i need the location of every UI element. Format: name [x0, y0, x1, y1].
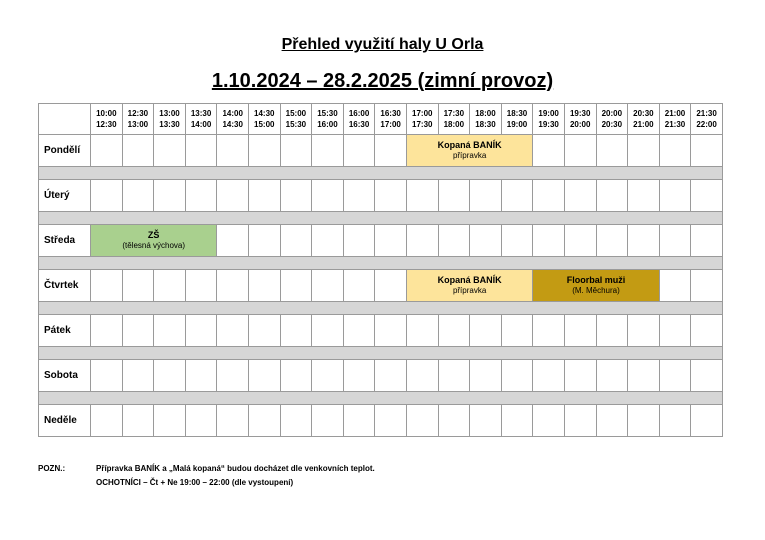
event-block [533, 270, 659, 302]
empty-slot [691, 180, 723, 212]
empty-slot [122, 135, 154, 167]
empty-slot [533, 225, 565, 257]
empty-slot [596, 225, 628, 257]
time-header [343, 104, 375, 135]
time-start: 21:30 [696, 109, 717, 118]
empty-slot [122, 315, 154, 347]
empty-slot [343, 180, 375, 212]
empty-slot [596, 135, 628, 167]
notes-line-1: Přípravka BANÍK a „Malá kopaná“ budou docházet dle venkovních teplot. [96, 464, 375, 473]
empty-slot [343, 360, 375, 392]
notes-text [96, 462, 496, 490]
time-start: 12:30 [127, 109, 149, 118]
event-subtitle: přípravka [452, 286, 487, 295]
event-subtitle: přípravka [452, 151, 487, 160]
empty-slot [596, 180, 628, 212]
empty-slot [248, 225, 280, 257]
empty-slot [406, 315, 438, 347]
empty-slot [375, 270, 407, 302]
schedule-table [38, 103, 723, 437]
empty-slot [343, 225, 375, 257]
time-start: 13:00 [159, 109, 180, 118]
notes-label: POZN.: [38, 464, 66, 473]
time-header [91, 104, 123, 135]
empty-slot [501, 360, 533, 392]
empty-slot [564, 180, 596, 212]
empty-slot [691, 225, 723, 257]
empty-slot [343, 135, 375, 167]
empty-slot [185, 360, 217, 392]
empty-slot [91, 315, 123, 347]
time-end: 17:30 [412, 120, 433, 129]
empty-slot [628, 225, 660, 257]
empty-slot [280, 225, 312, 257]
time-end: 13:00 [127, 120, 149, 129]
empty-slot [406, 360, 438, 392]
empty-slot [533, 405, 565, 437]
empty-slot [91, 180, 123, 212]
event-block [91, 225, 217, 257]
day-row [39, 405, 723, 437]
time-header [185, 104, 217, 135]
empty-slot [406, 180, 438, 212]
time-header [691, 104, 723, 135]
empty-slot [154, 135, 186, 167]
empty-slot [564, 135, 596, 167]
day-row [39, 225, 723, 257]
empty-slot [691, 135, 723, 167]
empty-slot [375, 360, 407, 392]
empty-slot [564, 360, 596, 392]
time-start: 18:30 [506, 109, 528, 118]
day-label: Sobota [39, 360, 91, 392]
empty-slot [154, 270, 186, 302]
day-row [39, 180, 723, 212]
time-start: 17:00 [412, 109, 433, 118]
event-title: ZŠ [147, 230, 160, 240]
empty-slot [185, 135, 217, 167]
corner-cell [39, 104, 91, 135]
time-header [438, 104, 470, 135]
empty-slot [122, 405, 154, 437]
empty-slot [659, 360, 691, 392]
empty-slot [596, 405, 628, 437]
time-start: 16:30 [380, 109, 401, 118]
page-title: Přehled využití haly U Orla [281, 36, 484, 53]
empty-slot [438, 315, 470, 347]
day-row [39, 135, 723, 167]
time-start: 10:00 [96, 109, 117, 118]
empty-slot [217, 270, 249, 302]
empty-slot [248, 270, 280, 302]
empty-slot [91, 135, 123, 167]
empty-slot [628, 315, 660, 347]
empty-slot [312, 180, 344, 212]
time-start: 18:00 [475, 109, 496, 118]
time-end: 15:00 [254, 120, 275, 129]
time-end: 12:30 [96, 120, 117, 129]
empty-slot [470, 360, 502, 392]
empty-slot [185, 405, 217, 437]
empty-slot [312, 405, 344, 437]
empty-slot [122, 270, 154, 302]
time-header [154, 104, 186, 135]
empty-slot [91, 360, 123, 392]
time-end: 18:30 [475, 120, 496, 129]
empty-slot [501, 180, 533, 212]
day-label: Neděle [39, 405, 91, 437]
empty-slot [564, 225, 596, 257]
time-end: 17:00 [380, 120, 401, 129]
empty-slot [154, 180, 186, 212]
empty-slot [375, 135, 407, 167]
empty-slot [659, 405, 691, 437]
event-title: Kopaná BANÍK [437, 140, 502, 150]
time-header [628, 104, 660, 135]
time-end: 19:00 [506, 120, 528, 129]
empty-slot [533, 180, 565, 212]
day-label: Čtvrtek [39, 270, 91, 302]
time-end: 21:00 [633, 120, 654, 129]
event-block [406, 135, 532, 167]
time-header [659, 104, 691, 135]
time-start: 19:30 [569, 109, 591, 118]
empty-slot [628, 405, 660, 437]
empty-slot [154, 315, 186, 347]
empty-slot [691, 360, 723, 392]
empty-slot [659, 270, 691, 302]
day-label: Úterý [39, 180, 91, 212]
empty-slot [343, 315, 375, 347]
empty-slot [217, 405, 249, 437]
empty-slot [375, 315, 407, 347]
empty-slot [659, 225, 691, 257]
event-title: Floorbal muži [566, 275, 626, 285]
time-header [406, 104, 438, 135]
day-label: Středa [39, 225, 91, 257]
time-end: 15:30 [285, 120, 307, 129]
empty-slot [628, 135, 660, 167]
empty-slot [375, 180, 407, 212]
empty-slot [691, 405, 723, 437]
time-header [217, 104, 249, 135]
empty-slot [185, 180, 217, 212]
empty-slot [217, 135, 249, 167]
empty-slot [501, 225, 533, 257]
empty-slot [248, 405, 280, 437]
empty-slot [217, 180, 249, 212]
empty-slot [533, 360, 565, 392]
empty-slot [91, 270, 123, 302]
time-start: 20:30 [633, 109, 654, 118]
empty-slot [596, 315, 628, 347]
time-header [596, 104, 628, 135]
empty-slot [343, 405, 375, 437]
day-row [39, 315, 723, 347]
time-start: 21:00 [664, 109, 686, 118]
empty-slot [470, 405, 502, 437]
empty-slot [280, 135, 312, 167]
day-label: Pátek [39, 315, 91, 347]
empty-slot [154, 405, 186, 437]
empty-slot [691, 315, 723, 347]
empty-slot [691, 270, 723, 302]
empty-slot [501, 405, 533, 437]
day-label: Pondělí [39, 135, 91, 167]
day-row [39, 360, 723, 392]
empty-slot [312, 315, 344, 347]
time-header [564, 104, 596, 135]
empty-slot [406, 225, 438, 257]
time-start: 14:00 [222, 109, 243, 118]
time-header [122, 104, 154, 135]
time-header [312, 104, 344, 135]
time-start: 16:00 [348, 109, 370, 118]
empty-slot [533, 135, 565, 167]
empty-slot [154, 360, 186, 392]
time-end: 14:00 [190, 120, 212, 129]
empty-slot [185, 270, 217, 302]
empty-slot [312, 135, 344, 167]
empty-slot [312, 225, 344, 257]
empty-slot [248, 360, 280, 392]
row-separator [39, 167, 723, 180]
empty-slot [564, 405, 596, 437]
empty-slot [280, 180, 312, 212]
empty-slot [91, 405, 123, 437]
empty-slot [470, 315, 502, 347]
empty-slot [628, 180, 660, 212]
row-separator [39, 392, 723, 405]
empty-slot [628, 360, 660, 392]
row-separator [39, 302, 723, 315]
time-start: 13:30 [190, 109, 212, 118]
empty-slot [248, 135, 280, 167]
time-start: 14:30 [254, 109, 275, 118]
empty-slot [533, 315, 565, 347]
empty-slot [375, 225, 407, 257]
time-start: 15:30 [317, 109, 338, 118]
event-subtitle: (tělesná výchova) [122, 241, 186, 250]
time-end: 20:00 [569, 120, 591, 129]
empty-slot [280, 315, 312, 347]
empty-slot [343, 270, 375, 302]
event-title: Kopaná BANÍK [437, 275, 502, 285]
empty-slot [248, 315, 280, 347]
empty-slot [248, 180, 280, 212]
time-end: 18:00 [443, 120, 465, 129]
time-header [470, 104, 502, 135]
time-end: 13:30 [159, 120, 180, 129]
row-separator [39, 212, 723, 225]
time-end: 22:00 [696, 120, 717, 129]
day-row [39, 270, 723, 302]
time-header [501, 104, 533, 135]
empty-slot [659, 180, 691, 212]
page-subtitle: 1.10.2024 – 28.2.2025 (zimní provoz) [211, 70, 554, 92]
empty-slot [659, 315, 691, 347]
time-header [248, 104, 280, 135]
empty-slot [312, 360, 344, 392]
empty-slot [217, 360, 249, 392]
empty-slot [659, 135, 691, 167]
empty-slot [470, 225, 502, 257]
time-end: 20:30 [601, 120, 623, 129]
empty-slot [375, 405, 407, 437]
empty-slot [438, 180, 470, 212]
notes-line-2: OCHOTNÍCI – Čt + Ne 19:00 – 22:00 (dle vystoupení) [96, 478, 294, 487]
empty-slot [438, 405, 470, 437]
time-header [533, 104, 565, 135]
empty-slot [280, 270, 312, 302]
empty-slot [406, 405, 438, 437]
time-end: 19:30 [538, 120, 559, 129]
event-subtitle: (M. Měchura) [572, 286, 620, 295]
empty-slot [217, 315, 249, 347]
time-end: 16:30 [348, 120, 370, 129]
time-start: 17:30 [443, 109, 465, 118]
empty-slot [122, 180, 154, 212]
empty-slot [564, 315, 596, 347]
empty-slot [280, 405, 312, 437]
time-end: 16:00 [317, 120, 338, 129]
empty-slot [501, 315, 533, 347]
time-start: 19:00 [538, 109, 559, 118]
event-block [406, 270, 532, 302]
time-start: 20:00 [601, 109, 623, 118]
time-end: 14:30 [222, 120, 243, 129]
empty-slot [470, 180, 502, 212]
empty-slot [438, 225, 470, 257]
empty-slot [217, 225, 249, 257]
empty-slot [312, 270, 344, 302]
empty-slot [280, 360, 312, 392]
time-header [375, 104, 407, 135]
time-header [280, 104, 312, 135]
empty-slot [122, 360, 154, 392]
empty-slot [185, 315, 217, 347]
row-separator [39, 347, 723, 360]
time-start: 15:00 [285, 109, 307, 118]
empty-slot [596, 360, 628, 392]
empty-slot [438, 360, 470, 392]
time-end: 21:30 [664, 120, 686, 129]
row-separator [39, 257, 723, 270]
